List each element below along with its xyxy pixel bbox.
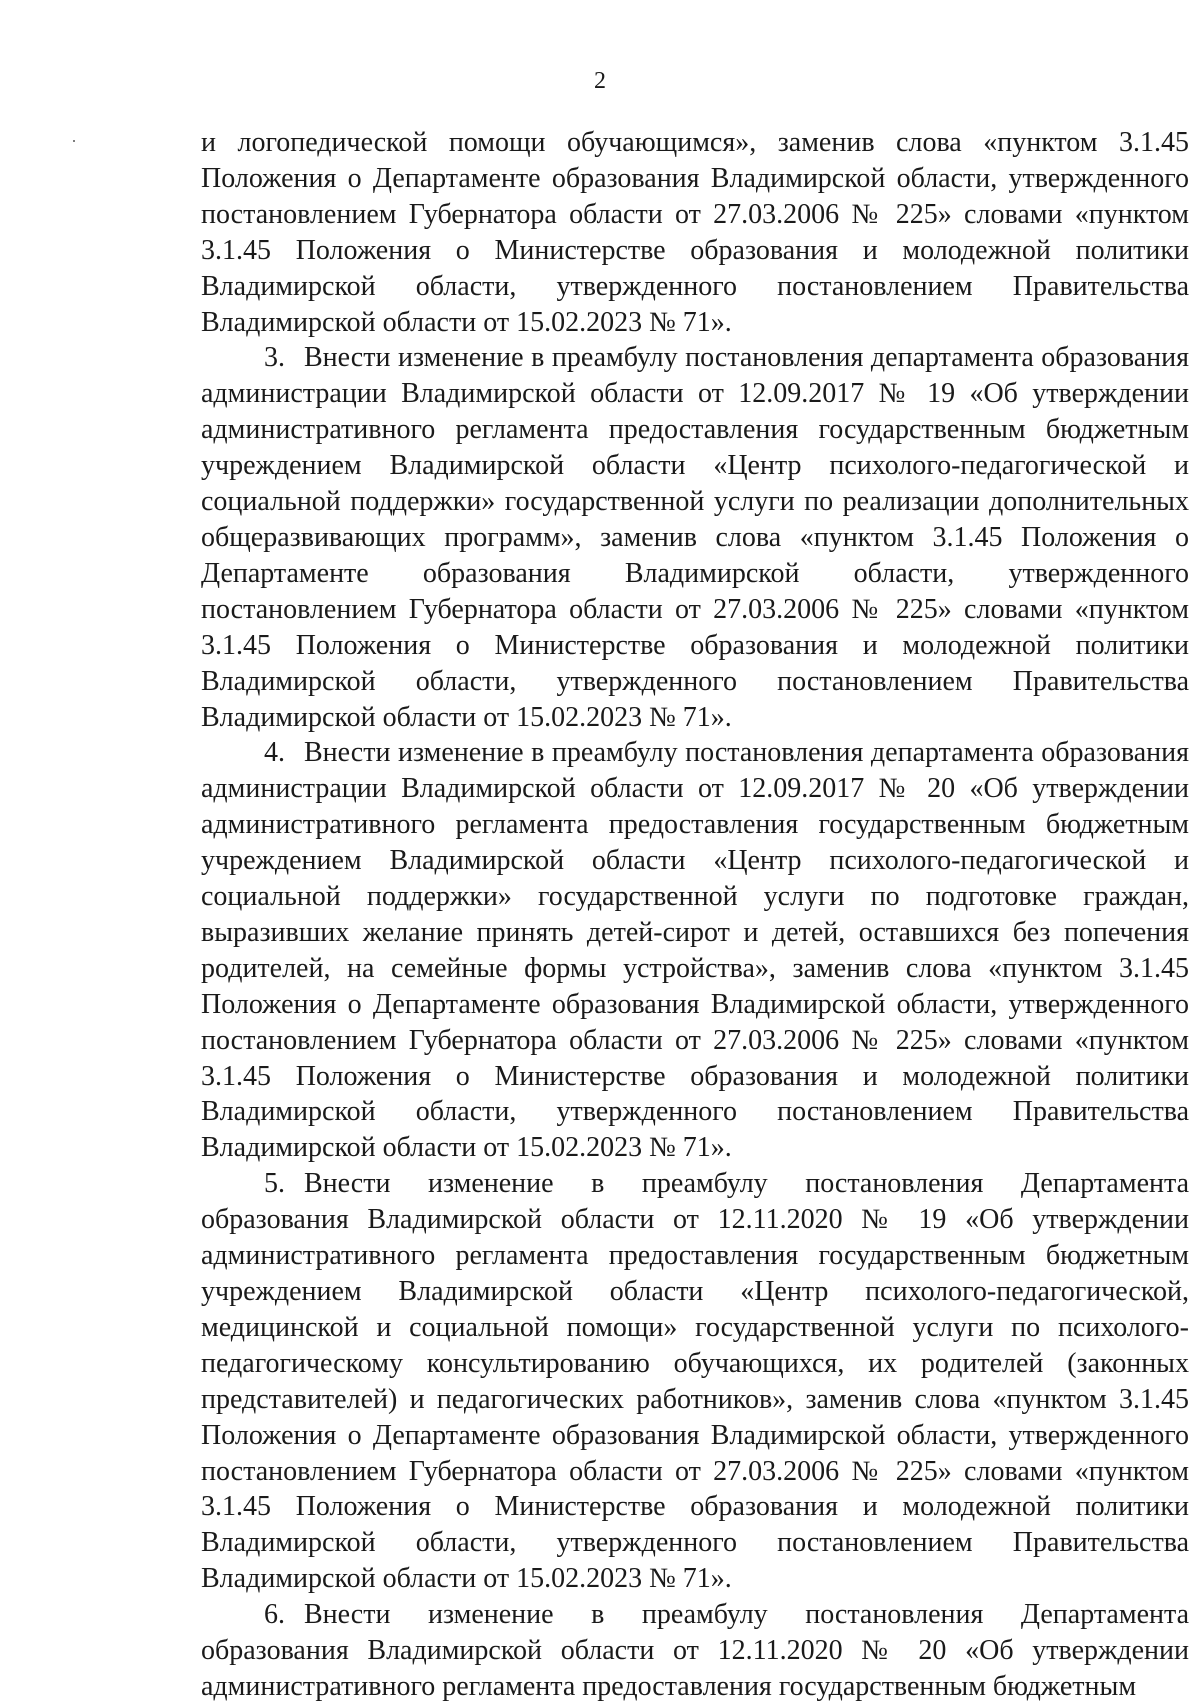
document-body [201,125,1189,1705]
paragraph-number: 3. [264,342,285,374]
paragraph-continuation [201,125,1189,340]
paragraph-text: и логопедической помощи обучающимся», заменив слова «пунктом 3.1.45 Положения о Департаменте образования Владимирской области, утвержденного постановлением Губернатора области от 27.03.2006 № 225» словами «пунктом 3.1.45 Положения о Министерстве образования и молодежной политики Владимирской области, утвержденного постановлением Правительства Владимирской области от 15.02.2023 № 71». [201,127,1189,338]
page-number: 2 [594,68,606,94]
paragraph-text: Внести изменение в преамбулу постановления департамента образования администрации Владимирской области от 12.09.2017 № 19 «Об утверждении административного регламента предоставления государственным бюджетным учреждением Владимирской области «Центр психолого-педагогической и социальной поддержки» государственной услуги по реализации дополнительных общеразвивающих программ», заменив слова «пунктом 3.1.45 Положения о Департаменте образования Владимирской области, утвержденного постановлением Губернатора области от 27.03.2006 № 225» словами «пунктом 3.1.45 Положения о Министерстве образования и молодежной политики Владимирской области, утвержденного постановлением Правительства Владимирской области от 15.02.2023 № 71». [201,342,1189,733]
paragraph-5 [201,1166,1189,1597]
paragraph-3 [201,340,1189,735]
paragraph-text: Внести изменение в преамбулу постановления департамента образования администрации Владимирской области от 12.09.2017 № 20 «Об утверждении административного регламента предоставления государственным бюджетным учреждением Владимирской области «Центр психолого-педагогической и социальной поддержки» государственной услуги по подготовке граждан, выразивших желание принять детей-сирот и детей, оставшихся без попечения родителей, на семейные формы устройства», заменив слова «пунктом 3.1.45 Положения о Департаменте образования Владимирской области, утвержденного постановлением Губернатора области от 27.03.2006 № 225» словами «пунктом 3.1.45 Положения о Министерстве образования и молодежной политики Владимирской области, утвержденного постановлением Правительства Владимирской области от 15.02.2023 № 71». [201,737,1189,1164]
paragraph-number: 4. [264,737,285,769]
scan-speck [73,140,75,142]
paragraph-text: Внести изменение в преамбулу постановления Департамента образования Владимирской области от 12.11.2020 № 20 «Об утверждении административного регламента предоставления государственным бюджетным [201,1599,1189,1702]
paragraph-6 [201,1597,1189,1705]
paragraph-number: 5. [264,1168,285,1200]
paragraph-text: Внести изменение в преамбулу постановления Департамента образования Владимирской области от 12.11.2020 № 19 «Об утверждении административного регламента предоставления государственным бюджетным учреждением Владимирской области «Центр психолого-педагогической, медицинской и социальной помощи» государственной услуги по психолого-педагогическому консультированию обучающихся, их родителей (законных представителей) и педагогических работников», заменив слова «пунктом 3.1.45 Положения о Департаменте образования Владимирской области, утвержденного постановлением Губернатора области от 27.03.2006 № 225» словами «пунктом 3.1.45 Положения о Министерстве образования и молодежной политики Владимирской области, утвержденного постановлением Правительства Владимирской области от 15.02.2023 № 71». [201,1168,1189,1595]
paragraph-number: 6. [264,1599,285,1631]
paragraph-4 [201,735,1189,1166]
